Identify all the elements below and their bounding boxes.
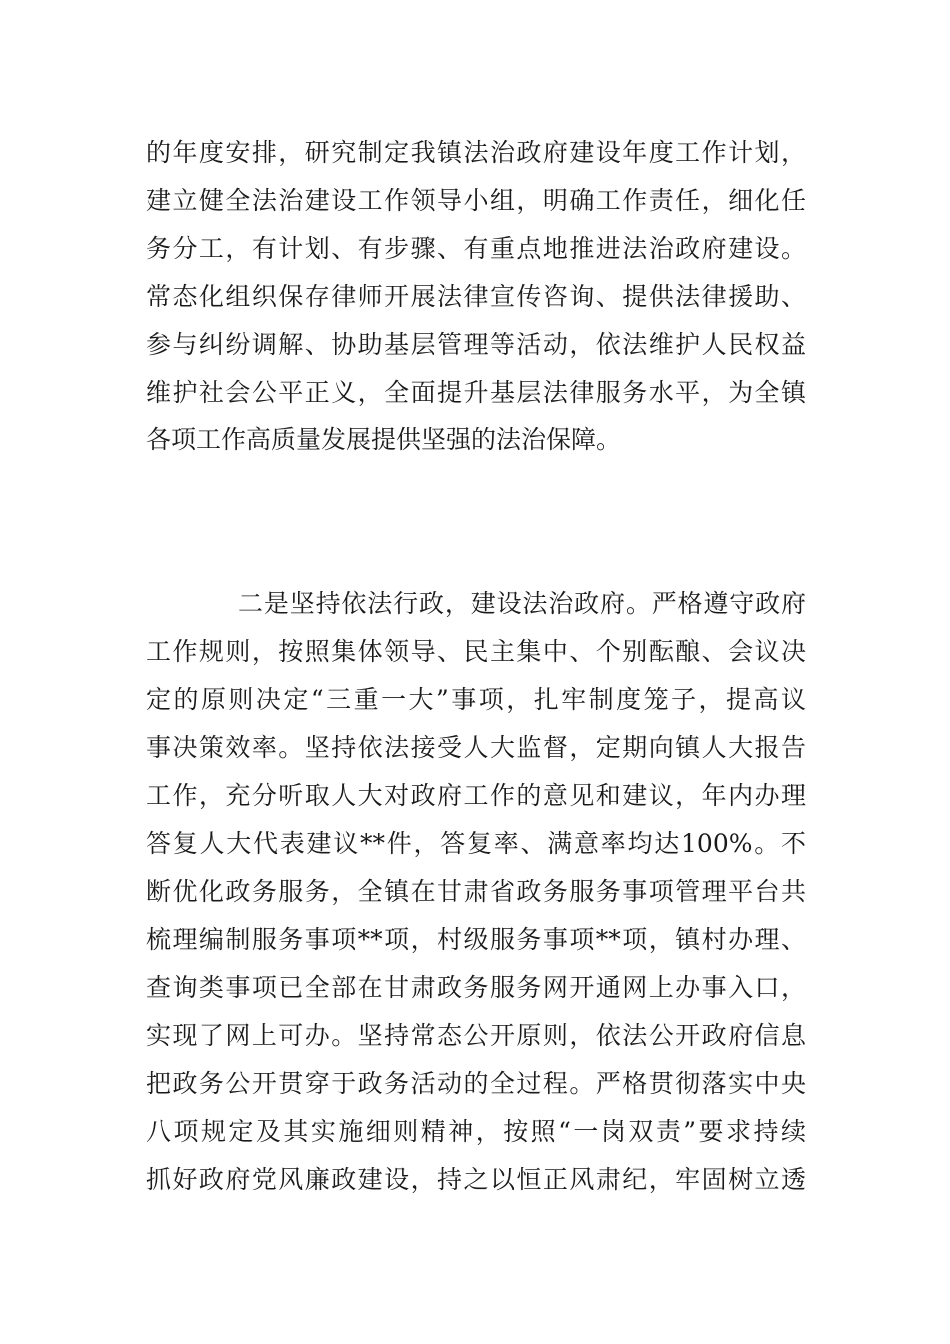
text-line: 工作规则，按照集体领导、民主集中、个别酝酿、会议决	[146, 637, 806, 666]
text-line: 断优化政务服务，全镇在甘肃省政务服务事项管理平台共	[146, 877, 806, 906]
text-line: 各项工作高质量发展提供坚强的法治保障。	[146, 425, 622, 454]
text-line: 定的原则决定“三重一大”事项，扎牢制度笼子，提高议	[146, 685, 806, 714]
text-line: 梳理编制服务事项**项，村级服务事项**项，镇村办理、	[146, 925, 806, 954]
text-line: 维护社会公平正义，全面提升基层法律服务水平，为全镇	[146, 378, 806, 407]
text-line: 抓好政府党风廉政建设，持之以恒正风肃纪，牢固树立透	[146, 1165, 806, 1194]
text-line: 的年度安排，研究制定我镇法治政府建设年度工作计划，	[146, 138, 806, 167]
text-line: 八项规定及其实施细则精神，按照“一岗双责”要求持续	[146, 1117, 806, 1146]
text-line: 建立健全法治建设工作领导小组，明确工作责任，细化任	[146, 186, 806, 215]
text-line: 二是坚持依法行政，建设法治政府。严格遵守政府	[238, 589, 806, 618]
text-line: 答复人大代表建议**件，答复率、满意率均达100%。不	[146, 829, 806, 858]
text-line: 事决策效率。坚持依法接受人大监督，定期向镇人大报告	[146, 733, 806, 762]
text-line: 把政务公开贯穿于政务活动的全过程。严格贯彻落实中央	[146, 1069, 806, 1098]
text-line: 工作，充分听取人大对政府工作的意见和建议，年内办理	[146, 781, 806, 810]
text-line: 常态化组织保存律师开展法律宣传咨询、提供法律援助、	[146, 282, 806, 311]
text-line: 参与纠纷调解、协助基层管理等活动，依法维护人民权益	[146, 330, 806, 359]
text-line: 务分工，有计划、有步骤、有重点地推进法治政府建设。	[146, 234, 806, 263]
text-line: 查询类事项已全部在甘肃政务服务网开通网上办事入口，	[146, 973, 806, 1002]
text-line: 实现了网上可办。坚持常态公开原则，依法公开政府信息	[146, 1021, 806, 1050]
